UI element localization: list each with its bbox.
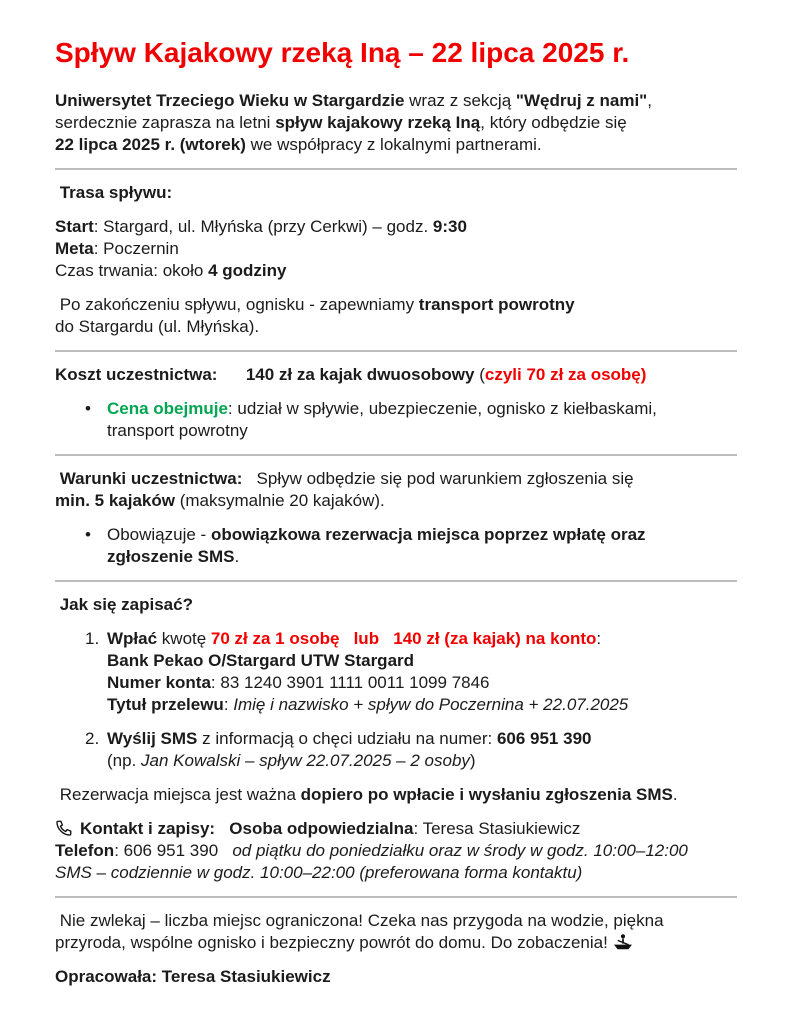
- closing-paragraph: Nie zwlekaj – liczba miejsc ograniczona! Czeka nas przygoda na wodzie, piękna przyroda, wspólne ognisko i bezpieczny powrót do domu. Do zobaczenia!: [55, 911, 664, 952]
- return-transport-note: Po zakończeniu spływu, ognisku - zapewniamy transport powrotny do Stargardu (ul. Młyńska).: [55, 295, 575, 336]
- signup-step-2: [85, 728, 737, 772]
- cost-heading: Koszt uczestnictwa:: [55, 365, 218, 384]
- reservation-required-item: [85, 524, 737, 568]
- signup-step-1-text: Wpłać kwotę 70 zł za 1 osobę lub 140 zł (za kajak) na konto: Bank Pekao O/Stargard UTW Stargard Numer konta: 83 1240 3901 1111 0011 1099 7846 Tytuł przelewu: Imię i nazwisko + spływ do Poczernina + 22.07.2025: [107, 629, 629, 714]
- price-per-person: czyli 70 zł za osobę): [484, 365, 647, 384]
- intro-paragraph: Uniwersytet Trzeciego Wieku w Stargardzie wraz z sekcją "Wędruj z nami", serdecznie zaprasza na letni spływ kajakowy rzeką Iną, który odbędzie się 22 lipca 2025 r. (wtorek) we współpracy z lokalnymi partnerami.: [55, 91, 652, 154]
- page-title: Spływ Kajakowy rzeką Iną – 22 lipca 2025 r.: [55, 37, 630, 68]
- start-time: 9:30: [432, 217, 467, 236]
- transfer-title-label: Tytuł przelewu: [107, 695, 224, 714]
- section-divider: [55, 350, 737, 352]
- minimum-kayaks: min. 5 kajaków: [55, 491, 175, 510]
- conditions-line: Warunki uczestnictwa: Spływ odbędzie się pod warunkiem zgłoszenia się min. 5 kajaków (maksymalnie 20 kajaków).: [55, 469, 634, 510]
- cost-includes-text: Cena obejmuje: udział w spływie, ubezpieczenie, ognisko z kiełbaskami, transport powrotny: [107, 399, 657, 440]
- bullet-marker: •: [85, 525, 91, 544]
- phone-icon: [55, 818, 73, 840]
- account-number-label: Numer konta: [107, 673, 211, 692]
- section-divider: [55, 896, 737, 898]
- signup-step-1: [85, 628, 737, 716]
- payment-amounts: 70 zł za 1 osobę lub 140 zł (za kajak) na konto: [210, 629, 597, 648]
- list-number: 2.: [85, 729, 100, 748]
- account-number: : 83 1240 3901 1111 0011 1099 7846: [210, 673, 490, 692]
- contact-heading: Kontakt i zapisy:: [80, 819, 216, 838]
- start-label: Start: [55, 217, 94, 236]
- duration-value: 4 godziny: [208, 261, 287, 280]
- signup-step-2-text: Wyślij SMS z informacją o chęci udziału na numer: 606 951 390 (np. Jan Kowalski – spływ 22.07.2025 – 2 osoby): [107, 729, 592, 770]
- finish-label: Meta: [55, 239, 94, 258]
- sms-example: Jan Kowalski – spływ 22.07.2025 – 2 osoby: [141, 751, 470, 770]
- contact-block: [55, 818, 737, 884]
- author-line: Opracowała: Teresa Stasiukiewicz: [55, 967, 331, 986]
- section-divider: [55, 168, 737, 170]
- rowboat-icon: [612, 932, 634, 954]
- section-divider: [55, 580, 737, 582]
- organization-name: Uniwersytet Trzeciego Wieku w Stargardzie: [55, 91, 405, 110]
- cost-includes-item: [85, 398, 737, 442]
- price-per-kayak: 140 zł za kajak dwuosobowy: [245, 365, 475, 384]
- sms-hours: SMS – codziennie w godz. 10:00–22:00 (preferowana forma kontaktu): [55, 863, 583, 882]
- route-details: Start: Stargard, ul. Młyńska (przy Cerkwi) – godz. 9:30 Meta: Poczernin Czas trwania: około 4 godziny: [55, 217, 467, 280]
- bullet-marker: •: [85, 399, 91, 418]
- reservation-required-text: Obowiązuje - obowiązkowa rezerwacja miejsca poprzez wpłatę oraz zgłoszenie SMS.: [107, 525, 646, 566]
- price-includes-label: Cena obejmuje: [107, 399, 228, 418]
- reservation-validity-note: Rezerwacja miejsca jest ważna dopiero po wpłacie i wysłaniu zgłoszenia SMS.: [55, 785, 678, 804]
- responsible-person-label: Osoba odpowiedzialna: [229, 819, 414, 838]
- section-divider: [55, 454, 737, 456]
- event-name: spływ kajakowy rzeką Iną: [275, 113, 481, 132]
- sms-phone-number: 606 951 390: [496, 729, 592, 748]
- responsible-person-name: : Teresa Stasiukiewicz: [413, 819, 581, 838]
- phone-label: Telefon: [55, 841, 115, 860]
- bank-name: Bank Pekao O/Stargard UTW Stargard: [107, 651, 415, 670]
- route-heading: Trasa spływu:: [55, 183, 173, 202]
- list-number: 1.: [85, 629, 100, 648]
- return-transport-label: transport powrotny: [418, 295, 575, 314]
- signup-heading: Jak się zapisać?: [55, 595, 193, 614]
- event-date: 22 lipca 2025 r. (wtorek): [55, 135, 246, 154]
- conditions-heading: Warunki uczestnictwa:: [55, 469, 243, 488]
- cost-line: Koszt uczestnictwa: 140 zł za kajak dwuosobowy (czyli 70 zł za osobę): [55, 365, 647, 384]
- contact-phone-number: : 606 951 390: [114, 841, 233, 860]
- phone-hours: od piątku do poniedziałku oraz w środy w godz. 10:00–12:00: [232, 841, 688, 860]
- section-name: "Wędruj z nami": [515, 91, 648, 110]
- transfer-title-example: Imię i nazwisko + spływ do Poczernina + 22.07.2025: [233, 695, 629, 714]
